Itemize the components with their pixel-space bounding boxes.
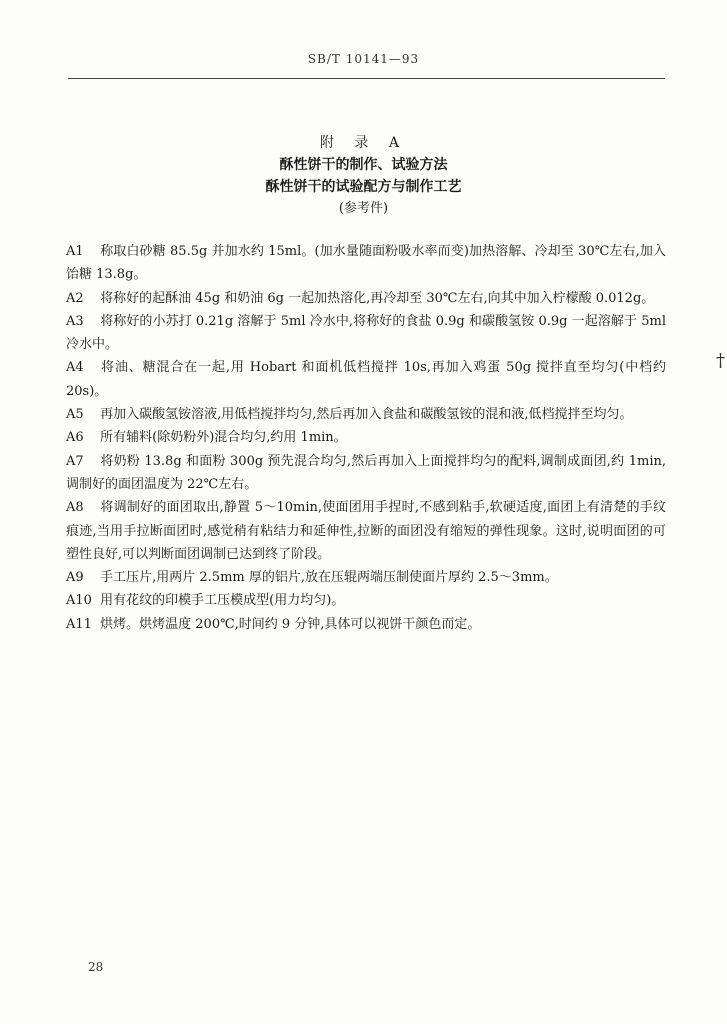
item-text: 所有辅料(除奶粉外)混合均匀,约用 1min。	[100, 430, 347, 446]
standard-code: SB/T 10141—93	[307, 52, 420, 66]
item-text: 称取白砂糖 85.5g 并加水约 15ml。(加水量随面粉吸水率而变)加热溶解、冷却至 30℃左右,加入饴糖 13.8g。	[66, 244, 666, 283]
procedure-list	[66, 240, 666, 636]
item-text: 手工压片,用两片 2.5mm 厚的铝片,放在压辊两端压制使面片厚约 2.5～3mm。	[100, 570, 558, 586]
procedure-item	[66, 450, 666, 497]
item-label: A3	[66, 313, 84, 329]
appendix-note: (参考件)	[338, 201, 389, 216]
item-label: A4	[66, 360, 84, 376]
procedure-item	[66, 426, 666, 449]
margin-mark: †	[716, 350, 725, 371]
item-text: 将调制好的面团取出,静置 5～10min,使面团用手捏时,不感到粘手,软硬适度,面团上有清楚的手纹痕迹,当用手拉断面团时,感觉稍有粘结力和延伸性,拉断的面团没有缩短的弹性现象。这时,说明面团的可塑性良好,可以判断面团调制已达到终了阶段。	[66, 500, 666, 562]
item-label: A5	[66, 407, 84, 423]
item-label: A9	[66, 570, 84, 586]
procedure-item	[66, 310, 666, 357]
item-label: A10	[66, 593, 92, 609]
appendix-title-line2: 酥性饼干的试验配方与制作工艺	[265, 179, 462, 195]
procedure-item	[66, 356, 666, 403]
appendix-label: 附 录 A	[319, 135, 407, 151]
procedure-item	[66, 240, 666, 287]
item-text: 将称好的起酥油 45g 和奶油 6g 一起加热溶化,再冷却至 30℃左右,向其中加入柠檬酸 0.012g。	[100, 290, 655, 306]
procedure-item	[66, 496, 666, 566]
appendix-titles	[0, 132, 727, 220]
procedure-item	[66, 403, 666, 426]
header-rule	[68, 78, 665, 79]
item-label: A2	[66, 290, 84, 306]
item-label: A1	[66, 244, 84, 259]
item-text: 用有花纹的印模手工压模成型(用力均匀)。	[100, 593, 345, 609]
item-text: 烘烤。烘烤温度 200℃,时间约 9 分钟,具体可以视饼干颜色而定。	[100, 616, 481, 632]
item-label: A6	[66, 430, 84, 446]
page-number: 28	[88, 960, 104, 974]
item-label: A7	[66, 453, 84, 469]
item-label: A11	[66, 616, 92, 632]
item-text: 将称好的小苏打 0.21g 溶解于 5ml 冷水中,将称好的食盐 0.9g 和碳酸氢铵 0.9g 一起溶解于 5ml 冷水中。	[66, 313, 666, 353]
item-text: 将奶粉 13.8g 和面粉 300g 预先混合均匀,然后再加入上面搅拌均匀的配料,调制成面团,约 1min,调制好的面团温度为 22℃左右。	[66, 453, 666, 492]
item-text: 将油、糖混合在一起,用 Hobart 和面机低档搅拌 10s,再加入鸡蛋 50g 搅拌直至均匀(中档约 20s)。	[66, 360, 667, 399]
item-label: A8	[66, 500, 84, 516]
procedure-item	[66, 613, 666, 636]
appendix-title-line1: 酥性饼干的制作、试验方法	[279, 157, 448, 173]
item-text: 再加入碳酸氢铵溶液,用低档搅拌均匀,然后再加入食盐和碳酸氢铵的混和液,低档搅拌至均匀。	[100, 407, 633, 423]
procedure-item	[66, 589, 666, 612]
procedure-item	[66, 287, 666, 310]
procedure-item	[66, 566, 666, 589]
